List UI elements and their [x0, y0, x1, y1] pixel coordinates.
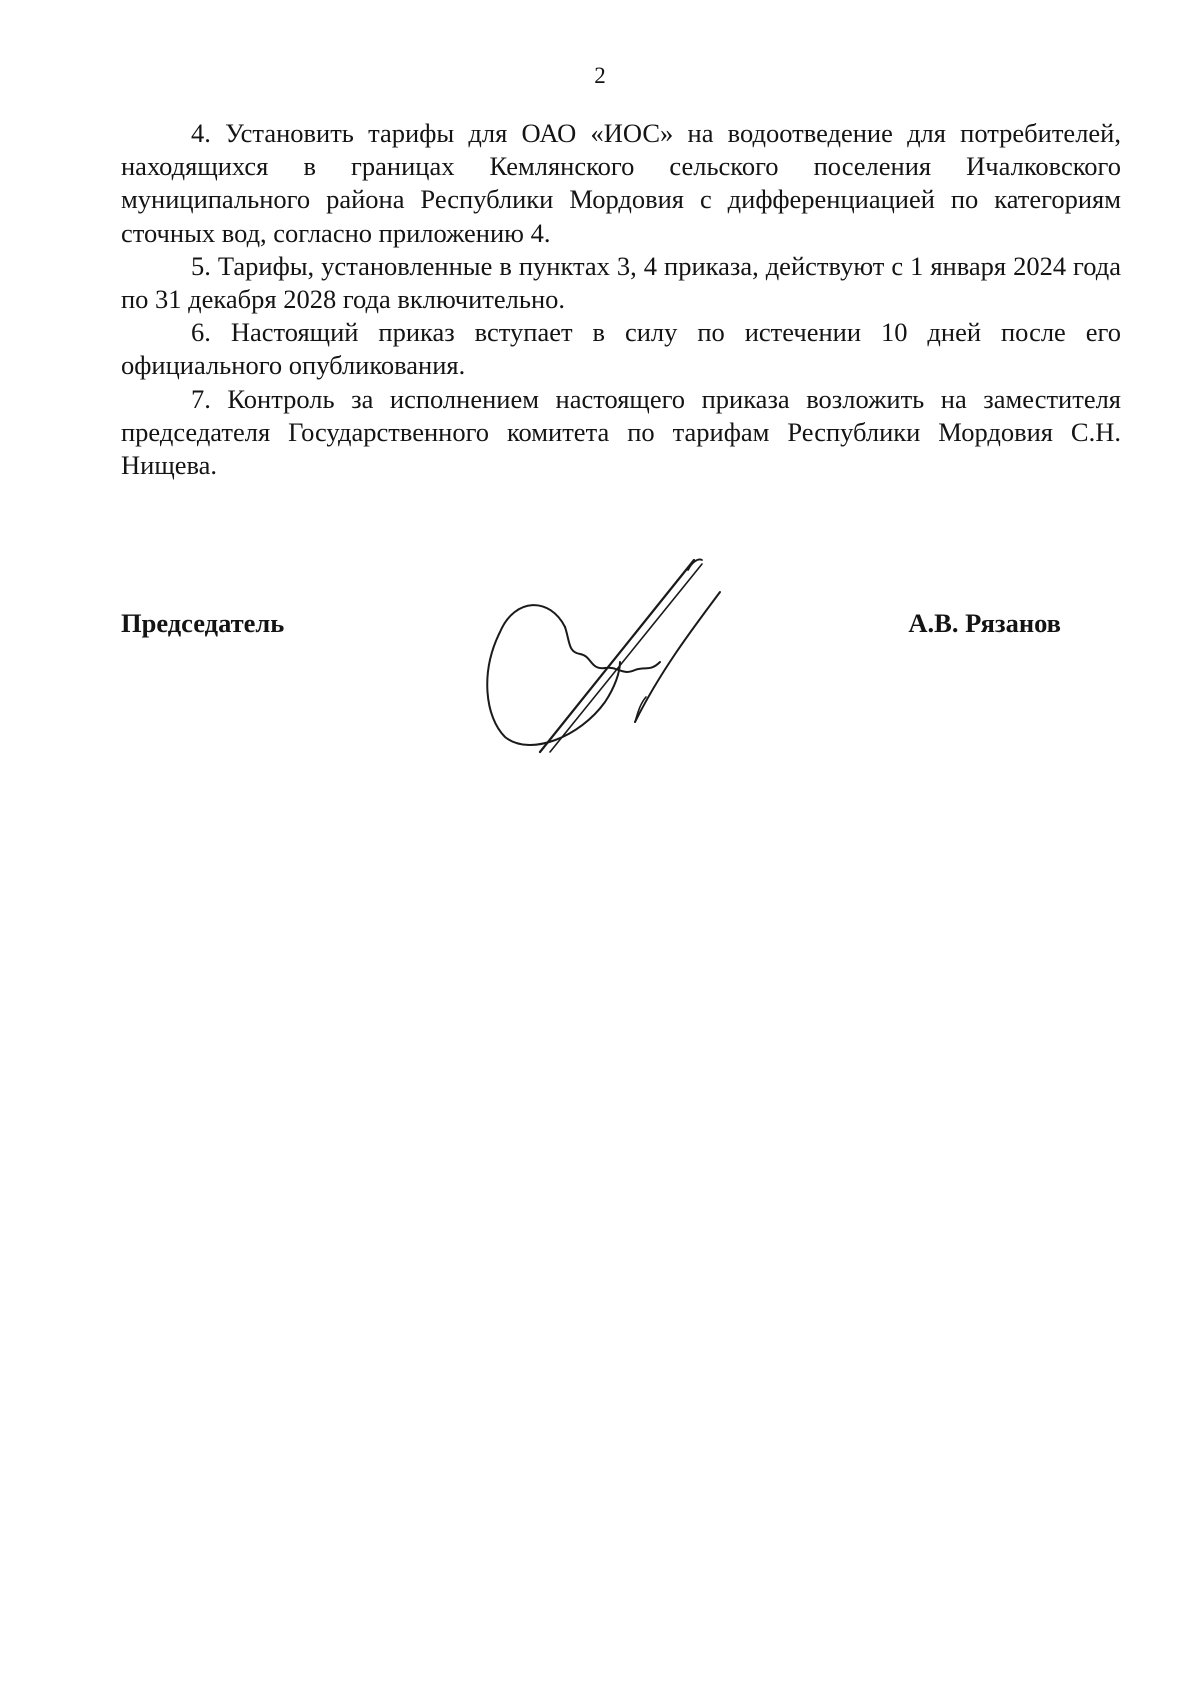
signatory-title: Председатель — [121, 608, 285, 638]
paragraph-7: 7. Контроль за исполнением настоящего приказа возложить на заместителя председателя Государственного комитета по тарифам Республики Мордовия С.Н. Нищева. — [121, 383, 1121, 481]
document-body — [121, 117, 1121, 482]
paragraph-5: 5. Тарифы, установленные в пунктах 3, 4 приказа, действуют с 1 января 2024 года по 31 декабря 2028 года включительно. — [121, 250, 1121, 315]
signatory-name: А.В. Рязанов — [908, 608, 1061, 638]
handwritten-signature — [470, 552, 750, 762]
paragraph-6: 6. Настоящий приказ вступает в силу по истечении 10 дней после его официального опубликования. — [121, 317, 1121, 381]
paragraph-4: 4. Установить тарифы для ОАО «ИОС» на водоотведение для потребителей, находящихся в границах Кемлянского сельского поселения Ичалковского муниципального района Республики Мордовия с дифференциацией по категориям сточных вод, согласно приложению 4. — [121, 118, 1121, 248]
page-number: 2 — [594, 63, 606, 88]
